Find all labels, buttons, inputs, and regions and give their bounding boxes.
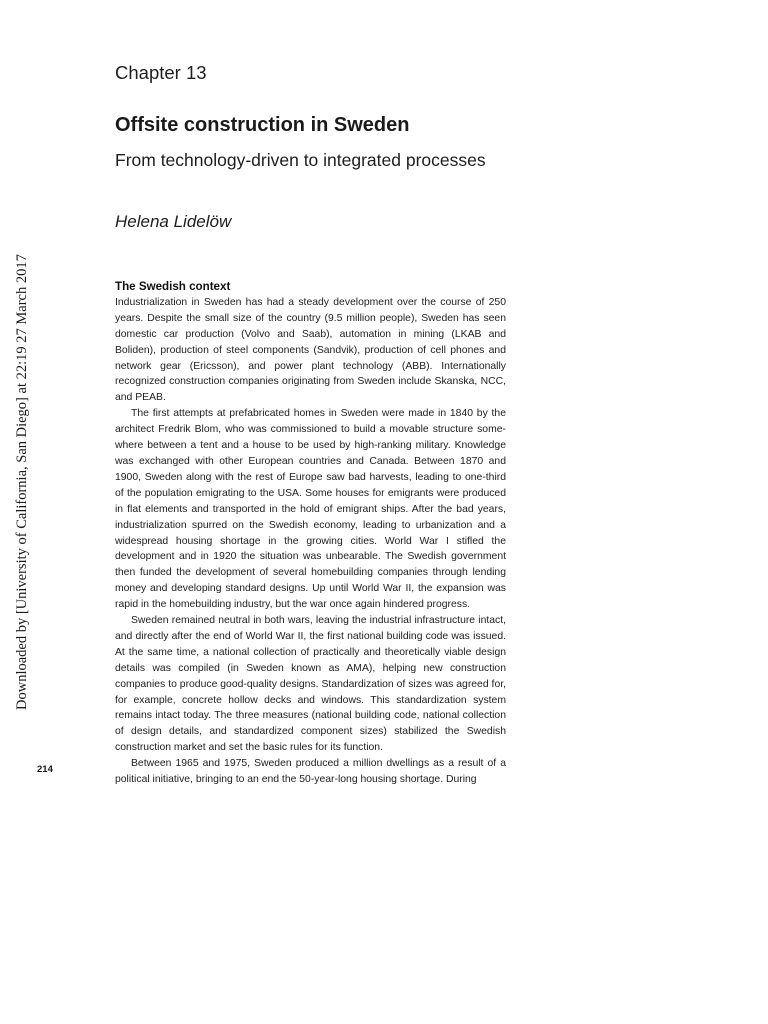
chapter-subtitle: From technology-driven to integrated processes: [115, 150, 486, 170]
download-watermark: Downloaded by [University of California, San Diego] at 22:19 27 March 2017: [14, 254, 30, 710]
paragraph: Between 1965 and 1975, Sweden produced a million dwellings as a result of a political initiative, bringing to an end the 50-year-long housing shortage. During: [115, 758, 506, 786]
paragraph: Sweden remained neutral in both wars, leaving the industrial infrastructure intact, and directly after the end of World War II, the first national building code was issued. At the same time, a national collection of practically and theoretically viable design details was compiled (in Sweden known as AMA), helping new construction companies to produce good-quality designs. Standardization of sizes was agreed for, for example, concrete hollow decks and windows. This standardization system remains intact today. The three measures (national building code, national collection of design details, and standardized component sizes) stabilized the Swedish construction market and set the basic rules for its function.: [115, 615, 506, 754]
paragraph: Industrialization in Sweden has had a steady development over the course of 250 years. Despite the small size of the country (9.5 million people), Sweden has seen domestic car production (Volvo and Saab), automation in mining (LKAB and Boliden), production of steel components (Sandvik), production of cell phones and network gear (Ericsson), and power plant technology (ABB). Internationally recognized construction companies originating from Sweden include Skanska, NCC, and PEAB.: [115, 296, 506, 404]
section-heading: The Swedish context: [115, 280, 231, 293]
paragraph: The first attempts at prefabricated homes in Sweden were made in 1840 by the architect Fredrik Blom, who was commissioned to build a movable structure somewhere between a tent and a house to be used by high-ranking military. Knowledge was exchanged with other European countries and Canada. Between 1870 and 1900, Sweden along with the rest of Europe saw bad harvests, leading to one-third of the population emigrating to the USA. Some houses for emigrants were produced in flat elements and transported in the hold of emigrant ships. After the bad years, industrialization spurred on the Swedish economy, leading to urbanization and a widespread housing shortage in the growing cities. World War I stifled the development and in 1920 the situation was unbearable. The Swedish government then funded the development of several homebuilding companies through lending money and developing standard designs. Up until World War II, the expansion was rapid in the homebuilding industry, but the war once again hindered progress.: [115, 408, 506, 611]
author-name: Helena Lidelöw: [115, 212, 232, 231]
body-text: [115, 279, 506, 788]
page-number: 214: [37, 764, 53, 775]
chapter-label: Chapter 13: [115, 62, 207, 83]
chapter-title: Offsite construction in Sweden: [115, 114, 410, 136]
